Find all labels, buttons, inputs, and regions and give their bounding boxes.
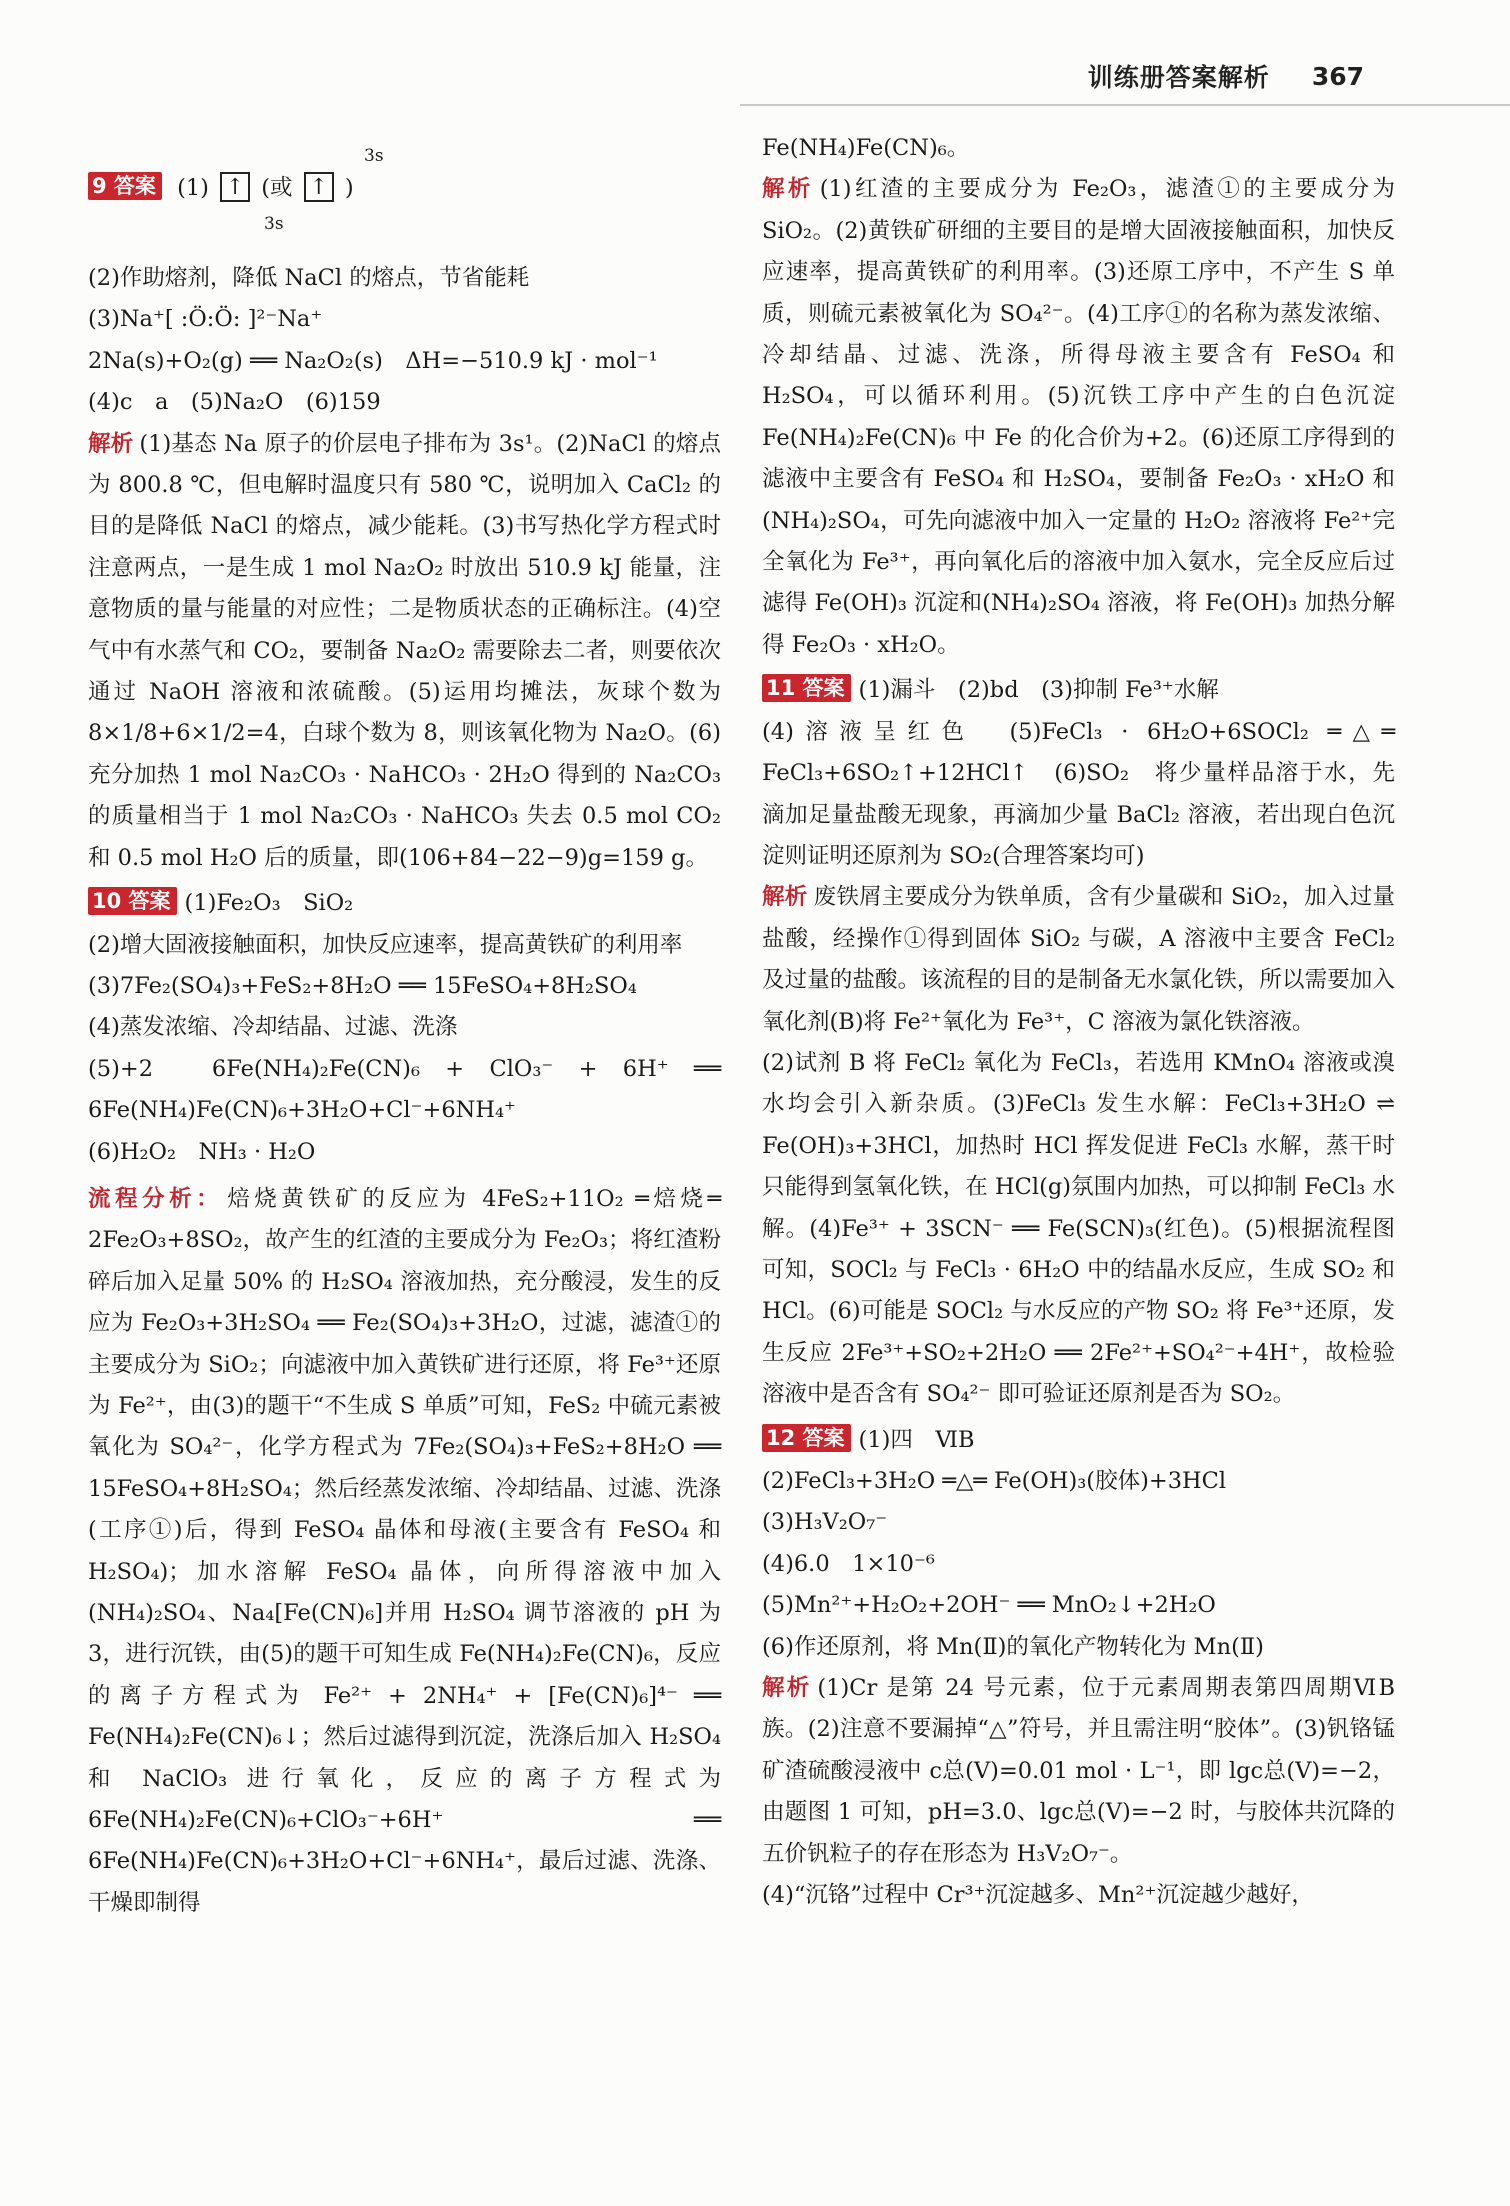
q9-answer-line: (3)Na⁺[ :Ö:Ö: ]²⁻Na⁺ [88, 306, 323, 333]
q10-answer-line: (2)增大固液接触面积，加快反应速率，提高黄铁矿的利用率 [88, 931, 683, 958]
header-divider [740, 104, 1510, 106]
up-arrow-icon: ↑ [220, 172, 250, 202]
page-header [1088, 56, 1364, 96]
q9-part1-alt: (或 [261, 175, 293, 201]
analysis-label: 解析 [762, 1675, 812, 1702]
q10-answer-line: (6)H₂O₂ NH₃ · H₂O [88, 1138, 316, 1165]
q9-answer-line: (2)作助熔剂，降低 NaCl 的熔点，节省能耗 [88, 265, 530, 291]
q12-analysis-text: (1)Cr 是第 24 号元素，位于元素周期表第四周期ⅥB 族。(2)注意不要漏掉“△”符号，并且需注明“胶体”。(3)钒铬锰矿渣硫酸浸液中 c总(V)=0.01 mol · L⁻¹，即 lgc总(V)=−2，由题图 1 可知，pH=3.0、lgc总(V)=−2 时，与胶体共沉降的五价钒粒子的存在形态为 H₃V₂O₇⁻。 [762, 1675, 1395, 1867]
q9-analysis [88, 424, 721, 879]
q10-answer-line: (4)蒸发浓缩、冷却结晶、过滤、洗涤 [88, 1014, 458, 1041]
page-number: 367 [1311, 61, 1364, 91]
left-column [88, 138, 721, 1924]
analysis-label: 解析 [762, 884, 808, 911]
q10-flow-text: 焙烧黄铁矿的反应为 4FeS₂+11O₂ ═焙烧═ 2Fe₂O₃+8SO₂，故产生的红渣的主要成分为 Fe₂O₃；将红渣粉碎后加入足量 50% 的 H₂SO₄ 溶液加热，充分酸浸，发生的反应为 Fe₂O₃+3H₂SO₄ ══ Fe₂(SO₄)₃+3H₂O，过滤，滤渣①的主要成分为 SiO₂；向滤液中加入黄铁矿进行还原，将 Fe³⁺还原为 Fe²⁺，由(3)的题干“不生成 S 单质”可知，FeS₂ 中硫元素被氧化为 SO₄²⁻，化学方程式为 7Fe₂(SO₄)₃+FeS₂+8H₂O ══ 15FeSO₄+8H₂SO₄；然后经蒸发浓缩、冷却结晶、过滤、洗涤(工序①)后，得到 FeSO₄ 晶体和母液(主要含有 FeSO₄ 和 H₂SO₄)；加水溶解 FeSO₄ 晶体，向所得溶液中加入(NH₄)₂SO₄、Na₄[Fe(CN)₆]并用 H₂SO₄ 调节溶液的 pH 为 3，进行沉铁，由(5)的题干可知生成 Fe(NH₄)₂Fe(CN)₆，反应的离子方程式为 Fe²⁺ + 2NH₄⁺ + [Fe(CN)₆]⁴⁻ ══ Fe(NH₄)₂Fe(CN)₆↓；然后过滤得到沉淀，洗涤后加入 H₂SO₄ 和 NaClO₃ 进行氧化，反应的离子方程式为 6Fe(NH₄)₂Fe(CN)₆+ClO₃⁻+6H⁺ ══ 6Fe(NH₄)Fe(CN)₆+3H₂O+Cl⁻+6NH₄⁺，最后过滤、洗涤、干燥即制得 [88, 1185, 721, 1916]
q10-answer-badge: 10 答案 [88, 887, 177, 915]
q10-answer-line: (5)+2 6Fe(NH₄)₂Fe(CN)₆ + ClO₃⁻ + 6H⁺ ══ 6Fe(NH₄)Fe(CN)₆+3H₂O+Cl⁻+6NH₄⁺ [88, 1055, 721, 1124]
q9-answer-header [88, 138, 721, 258]
q12-answer-line: (2)FeCl₃+3H₂O ═△═ Fe(OH)₃(胶体)+3HCl [762, 1468, 1227, 1494]
header-title: 训练册答案解析 [1087, 63, 1270, 92]
orbital-label-top: 3s [364, 146, 384, 166]
analysis-label: 解析 [762, 176, 814, 203]
up-arrow-icon: ↑ [304, 172, 334, 202]
q10-answer-first [88, 883, 721, 924]
q12-answer-line: (5)Mn²⁺+H₂O₂+2OH⁻ ══ MnO₂↓+2H₂O [762, 1592, 1216, 1619]
q11-analysis-text: 废铁屑主要成分为铁单质，含有少量碳和 SiO₂，加入过量盐酸，经操作①得到固体 SiO₂ 与碳，A 溶液中主要含 FeCl₂ 及过量的盐酸。该流程的目的是制备无水氯化铁，所以需要加入氧化剂(B)将 Fe²⁺氧化为 Fe³⁺，C 溶液为氯化铁溶液。 [762, 884, 1395, 1035]
q12-answer-line: (3)H₃V₂O₇⁻ [762, 1509, 888, 1536]
analysis-label: 解析 [88, 430, 134, 457]
q10-continued: Fe(NH₄)Fe(CN)₆。 [762, 135, 970, 161]
orbital-label-bottom: 3s [264, 214, 284, 234]
q11-answer-badge: 11 答案 [762, 674, 851, 702]
q11-analysis [762, 877, 1395, 1043]
flow-analysis-label: 流程分析： [88, 1185, 224, 1212]
q10-flow-analysis [88, 1179, 721, 1924]
q12-analysis-tail: (4)“沉铬”过程中 Cr³⁺沉淀越多、Mn²⁺沉淀越少越好， [762, 1882, 1314, 1909]
q9-answer-line: (4)c a (5)Na₂O (6)159 [88, 389, 381, 416]
q12-answer-line: (1)四 ⅥB [858, 1426, 975, 1453]
q10-analysis-text: (1)红渣的主要成分为 Fe₂O₃，滤渣①的主要成分为 SiO₂。(2)黄铁矿研细的主要目的是增大固液接触面积，加快反应速率，提高黄铁矿的利用率。(3)还原工序中，不产生 S 单质，则硫元素被氧化为 SO₄²⁻。(4)工序①的名称为蒸发浓缩、冷却结晶、过滤、洗涤，所得母液主要含有 FeSO₄ 和 H₂SO₄，可以循环利用。(5)沉铁工序中产生的白色沉淀 Fe(NH₄)₂Fe(CN)₆ 中 Fe 的化合价为+2。(6)还原工序得到的滤液中主要含有 FeSO₄ 和 H₂SO₄，要制备 Fe₂O₃ · xH₂O 和(NH₄)₂SO₄，可先向滤液中加入一定量的 H₂O₂ 溶液将 Fe²⁺完全氧化为 Fe³⁺，再向氧化后的溶液中加入氨水，完全反应后过滤得 Fe(OH)₃ 沉淀和(NH₄)₂SO₄ 溶液，将 Fe(OH)₃ 加热分解得 Fe₂O₃ · xH₂O。 [762, 176, 1395, 658]
q12-answer-first [762, 1420, 1395, 1461]
q10-analysis [762, 169, 1395, 666]
q12-analysis [762, 1668, 1395, 1875]
right-column [762, 128, 1395, 1916]
q11-answer-first [762, 670, 1395, 711]
q10-answer-line: (3)7Fe₂(SO₄)₃+FeS₂+8H₂O ══ 15FeSO₄+8H₂SO₄ [88, 972, 637, 999]
q12-answer-line: (4)6.0 1×10⁻⁶ [762, 1550, 935, 1577]
q9-answer-line: 2Na(s)+O₂(g) ══ Na₂O₂(s) ΔH=−510.9 kJ · mol⁻¹ [88, 347, 658, 374]
q9-answer-badge: 9 答案 [88, 172, 162, 200]
q11-answer-line: (4)溶液呈红色 (5)FeCl₃ · 6H₂O+6SOCl₂ ═△═ FeCl₃+6SO₂↑+12HCl↑ (6)SO₂ 将少量样品溶于水，先滴加足量盐酸无现象，再滴加少量 BaCl₂ 溶液，若出现白色沉淀则证明还原剂为 SO₂(合理答案均可) [762, 718, 1395, 869]
q12-answer-badge: 12 答案 [762, 1424, 851, 1452]
q12-answer-line: (6)作还原剂，将 Mn(Ⅱ)的氧化产物转化为 Mn(Ⅱ) [762, 1633, 1264, 1660]
q11-analysis-continued: (2)试剂 B 将 FeCl₂ 氧化为 FeCl₃，若选用 KMnO₄ 溶液或溴水均会引入新杂质。(3)FeCl₃ 发生水解：FeCl₃+3H₂O ⇌ Fe(OH)₃+3HCl，加热时 HCl 挥发促进 FeCl₃ 水解，蒸干时只能得到氢氧化铁，在 HCl(g)氛围内加热，可以抑制 FeCl₃ 水解。(4)Fe³⁺ + 3SCN⁻ ══ Fe(SCN)₃(红色)。(5)根据流程图可知，SOCl₂ 与 FeCl₃ · 6H₂O 中的结晶水反应，生成 SO₂ 和 HCl。(6)可能是 SOCl₂ 与水反应的产物 SO₂ 将 Fe³⁺还原，发生反应 2Fe³⁺+SO₂+2H₂O ══ 2Fe²⁺+SO₄²⁻+4H⁺，故检验溶液中是否含有 SO₄²⁻ 即可验证还原剂是否为 SO₂。 [762, 1049, 1395, 1408]
q9-part1-prefix: (1) [177, 175, 209, 201]
q10-answer-line: (1)Fe₂O₃ SiO₂ [184, 890, 354, 917]
q9-analysis-text: (1)基态 Na 原子的价层电子排布为 3s¹。(2)NaCl 的熔点为 800.8 ℃，但电解时温度只有 580 ℃，说明加入 CaCl₂ 的目的是降低 NaCl 的熔点，减少能耗。(3)书写热化学方程式时注意两点，一是生成 1 mol Na₂O₂ 时放出 510.9 kJ 能量，注意物质的量与能量的对应性；二是物质状态的正确标注。(4)空气中有水蒸气和 CO₂，要制备 Na₂O₂ 需要除去二者，则要依次通过 NaOH 溶液和浓硫酸。(5)运用均摊法，灰球个数为 8×1/8+6×1/2=4，白球个数为 8，则该氧化物为 Na₂O。(6)充分加热 1 mol Na₂CO₃ · NaHCO₃ · 2H₂O 得到的 Na₂CO₃ 的质量相当于 1 mol Na₂CO₃ · NaHCO₃ 失去 0.5 mol CO₂ 和 0.5 mol H₂O 后的质量，即(106+84−22−9)g=159 g。 [88, 430, 721, 871]
q11-answer-line: (1)漏斗 (2)bd (3)抑制 Fe³⁺水解 [858, 677, 1219, 704]
q9-part1-close: ) [344, 175, 354, 201]
